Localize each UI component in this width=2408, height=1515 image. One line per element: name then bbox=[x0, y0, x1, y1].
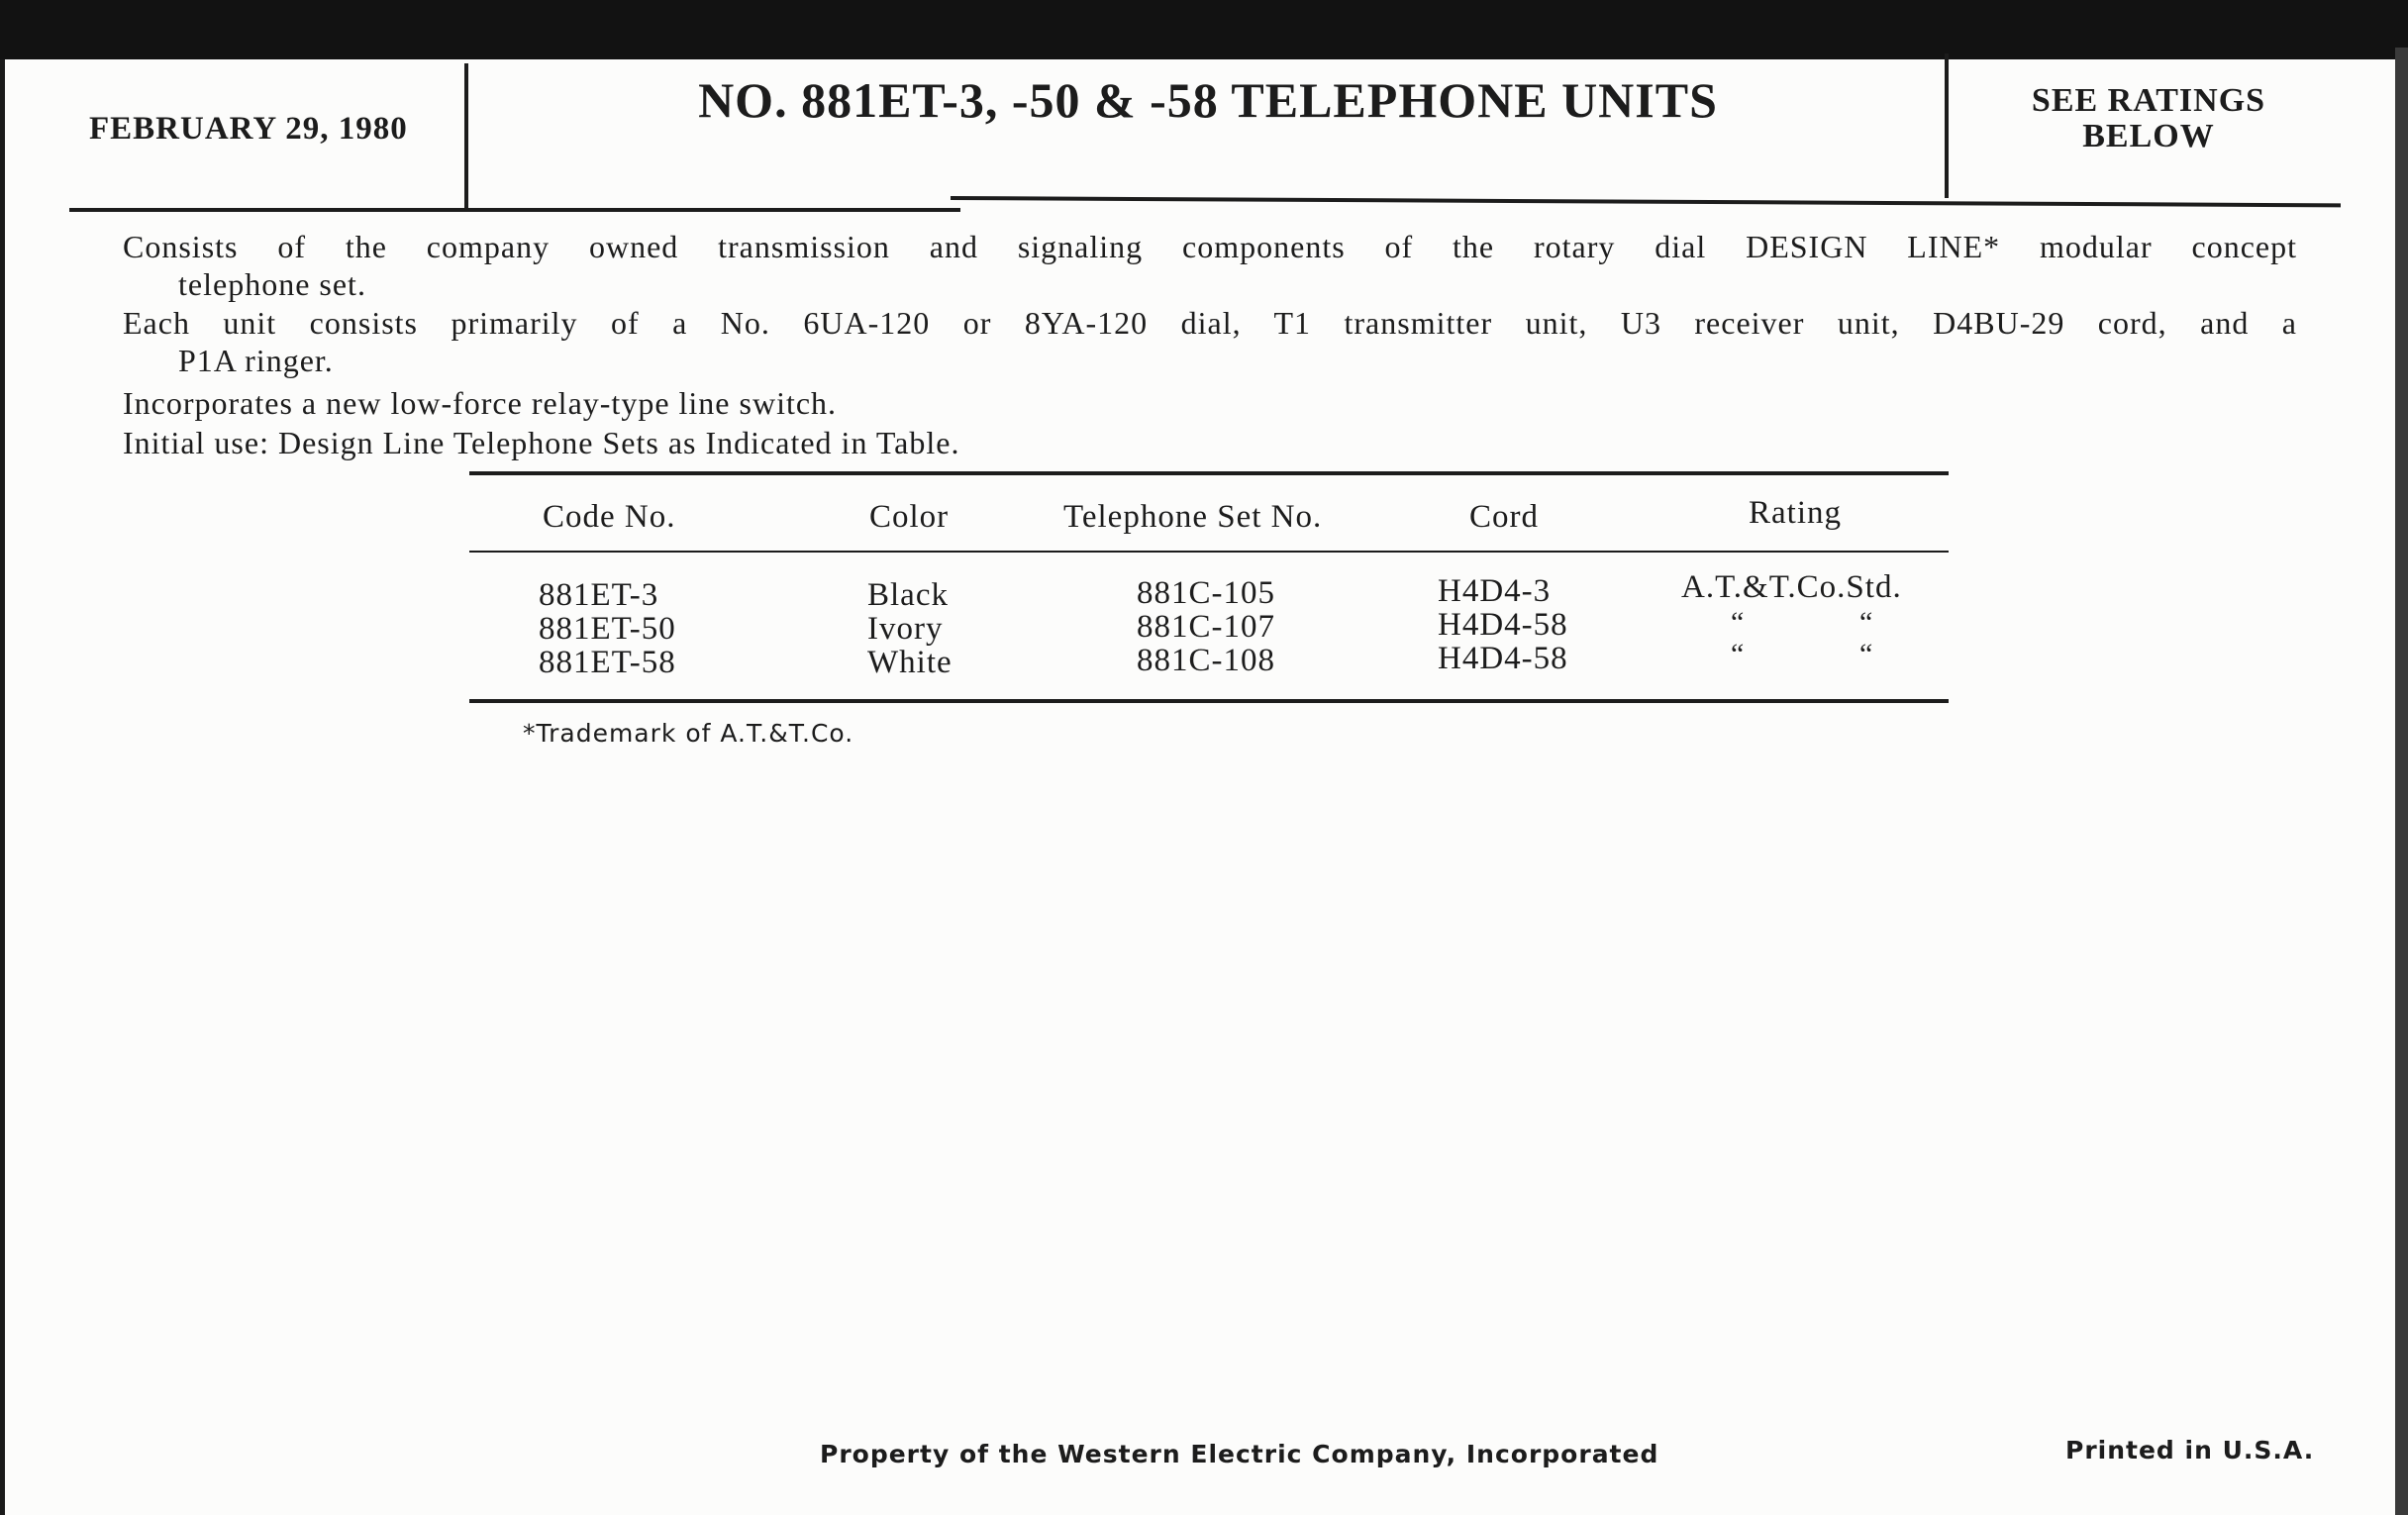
trademark-footnote: *Trademark of A.T.&T.Co. bbox=[523, 719, 854, 748]
ratings-line-2: BELOW bbox=[2082, 118, 2215, 154]
column-header-code: Code No. bbox=[543, 499, 676, 535]
table-cell-color: Black bbox=[867, 577, 949, 613]
table-cell-cord: H4D4-58 bbox=[1438, 641, 1568, 676]
document-title: NO. 881ET-3, -50 & -58 TELEPHONE UNITS bbox=[698, 72, 1718, 128]
ditto-mark: “ bbox=[1859, 638, 1874, 670]
footer-property-notice: Property of the Western Electric Company, Incorporated bbox=[820, 1440, 1659, 1468]
ditto-mark: “ bbox=[1731, 606, 1746, 639]
paragraph-incorporates: Incorporates a new low-force relay-type line switch. bbox=[123, 385, 838, 421]
paragraph-initial-use: Initial use: Design Line Telephone Sets as Indicated in Table. bbox=[123, 425, 960, 460]
paragraph-each-unit bbox=[123, 304, 2297, 379]
scan-background-top bbox=[0, 0, 2408, 59]
table-cell-color: White bbox=[867, 645, 953, 680]
header-ratings-note bbox=[1956, 83, 2342, 154]
table-cell-set: 881C-107 bbox=[1137, 609, 1275, 645]
ditto-mark: “ bbox=[1731, 638, 1746, 670]
header-divider-left bbox=[464, 63, 468, 210]
table-cell-cord: H4D4-3 bbox=[1438, 573, 1552, 609]
table-cell-code: 881ET-3 bbox=[539, 577, 659, 613]
paragraph-each-unit-line-1: Each unit consists primarily of a No. 6UA-120 or 8YA-120 dial, T1 transmitter unit, U3 receiver unit, D4BU-29 cord, and a bbox=[123, 305, 2297, 341]
table-rule-header bbox=[469, 551, 1949, 553]
table-rule-bottom bbox=[469, 699, 1949, 703]
table-cell-code: 881ET-58 bbox=[539, 645, 676, 680]
header-rule-left bbox=[69, 208, 960, 212]
column-header-color: Color bbox=[869, 499, 950, 535]
paragraph-consists bbox=[123, 228, 2297, 303]
paragraph-each-unit-line-2: P1A ringer. bbox=[178, 343, 334, 378]
ditto-mark: “ bbox=[1859, 606, 1874, 639]
table-cell-color: Ivory bbox=[867, 611, 944, 647]
header-divider-right bbox=[1945, 53, 1949, 198]
scan-background-edge bbox=[2395, 48, 2408, 1515]
column-header-set: Telephone Set No. bbox=[1063, 499, 1323, 535]
paragraph-consists-line-2: telephone set. bbox=[178, 266, 366, 302]
column-header-rating: Rating bbox=[1749, 495, 1842, 531]
table-cell-set: 881C-105 bbox=[1137, 575, 1275, 611]
paragraph-consists-line-1: Consists of the company owned transmission and signaling components of the rotary dial DESIGN LINE* modular concept bbox=[123, 229, 2297, 264]
footer-printed-notice: Printed in U.S.A. bbox=[2065, 1436, 2315, 1464]
header-date: FEBRUARY 29, 1980 bbox=[89, 111, 408, 147]
column-header-cord: Cord bbox=[1469, 499, 1539, 535]
table-cell-cord: H4D4-58 bbox=[1438, 607, 1568, 643]
table-cell-set: 881C-108 bbox=[1137, 643, 1275, 678]
table-cell-code: 881ET-50 bbox=[539, 611, 676, 647]
table-rule-top bbox=[469, 471, 1949, 475]
table-cell-rating: A.T.&T.Co.Std. bbox=[1681, 569, 1902, 605]
ratings-line-1: SEE RATINGS bbox=[2031, 82, 2266, 119]
